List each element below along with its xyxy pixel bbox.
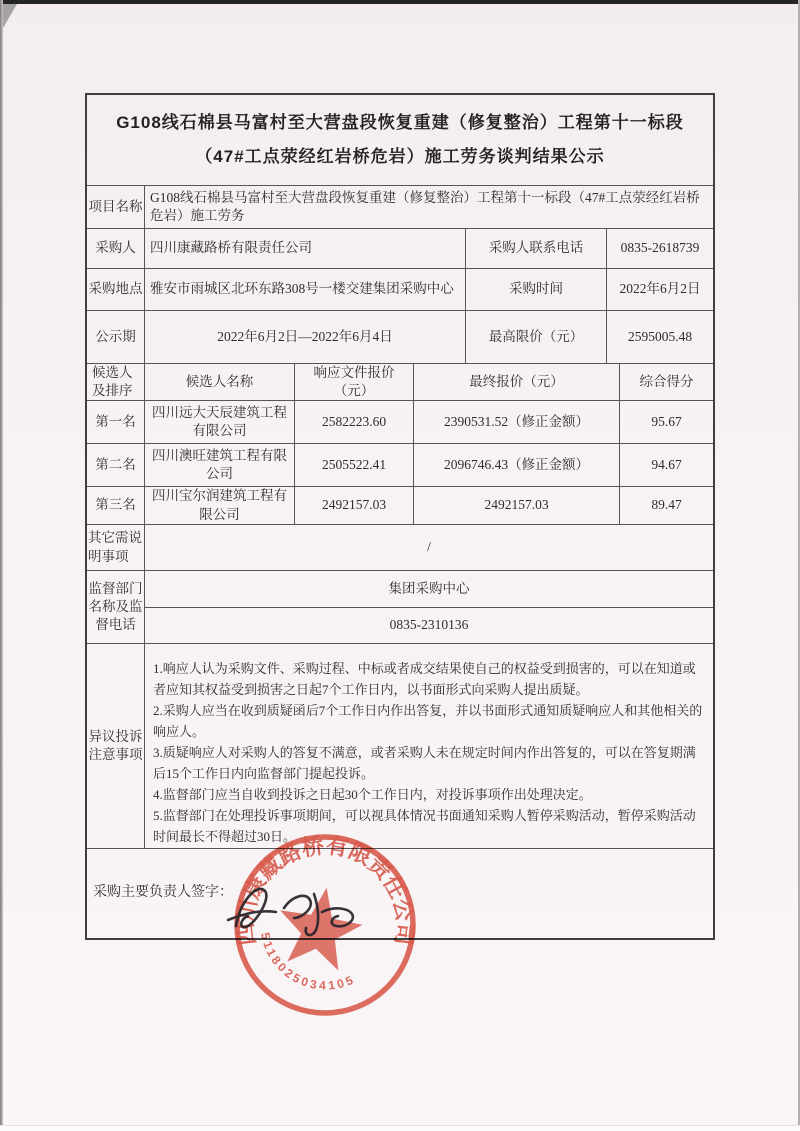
candidate-1-name: 四川远大天辰建筑工程有限公司	[144, 401, 294, 443]
candidate-row-3	[87, 486, 713, 524]
scan-corner-notch	[3, 4, 17, 28]
supervision-label: 监督部门名称及监督电话	[88, 580, 143, 633]
candidate-1-rank: 第一名	[95, 413, 136, 429]
candidates-header-final-price: 最终报价（元）	[413, 364, 619, 400]
signature-label: 采购主要负责人签字：	[93, 885, 233, 901]
purchaser-row	[87, 228, 713, 268]
project-name-row	[87, 185, 713, 228]
project-name-value: G108线石棉县马富村至大营盘段恢复重建（修复整治）工程第十一标段（47#工点荥经红岩桥危岩）施工劳务	[144, 186, 713, 228]
location-row	[87, 268, 713, 310]
other-notes-row	[87, 524, 713, 570]
candidate-3-doc-price: 2492157.03	[294, 487, 413, 524]
max-price-value: 2595005.48	[606, 311, 713, 363]
document-title	[87, 95, 713, 185]
candidates-header-row	[87, 363, 713, 400]
purchaser-phone-label: 采购人联系电话	[465, 229, 606, 268]
candidate-2-rank: 第二名	[95, 456, 136, 472]
candidate-2-doc-price: 2505522.41	[294, 444, 413, 486]
seal-serial-number: 5118025034105	[258, 931, 358, 993]
objection-row	[87, 643, 713, 848]
objection-item-3: 3.质疑响应人对采购人的答复不满意，或者采购人未在规定时间内作出答复的，可以在答复期满后15个工作日内向监督部门提起投诉。	[153, 745, 696, 782]
objection-item-1: 1.响应人认为采购文件、采购过程、中标或者成交结果使自己的权益受到损害的，可以在知道或者应知其权益受到损害之日起7个工作日内，以书面形式向采购人提出质疑。	[153, 661, 696, 698]
candidate-1-doc-price: 2582223.60	[294, 401, 413, 443]
publicity-label: 公示期	[95, 328, 136, 344]
candidate-1-score: 95.67	[619, 401, 713, 443]
purchase-time-label: 采购时间	[465, 269, 606, 310]
candidates-header-doc-price: 响应文件报价（元）	[294, 364, 413, 400]
candidate-1-final-price: 2390531.52（修正金额）	[413, 401, 619, 443]
other-notes-label: 其它需说明事项	[88, 530, 142, 564]
candidate-2-score: 94.67	[619, 444, 713, 486]
supervision-name: 集团采购中心	[388, 580, 470, 596]
candidate-2-final-price: 2096746.43（修正金额）	[413, 444, 619, 486]
title-line-1: G108线石棉县马富村至大营盘段恢复重建（修复整治）工程第十一标段	[116, 113, 684, 132]
candidate-3-rank: 第三名	[95, 497, 136, 513]
candidate-row-1	[87, 400, 713, 443]
purchaser-phone-value: 0835-2618739	[606, 229, 713, 268]
candidates-header-name: 候选人名称	[144, 364, 294, 400]
title-line-2: （47#工点荥经红岩桥危岩）施工劳务谈判结果公示	[195, 147, 605, 166]
publicity-value: 2022年6月2日—2022年6月4日	[144, 311, 465, 363]
objection-label: 异议投诉注意事项	[88, 728, 143, 762]
announcement-table	[85, 93, 715, 940]
objection-item-2: 2.采购人应当在收到质疑函后7个工作日内作出答复，并以书面形式通知质疑响应人和其他相关的响应人。	[153, 703, 703, 740]
candidates-rank-label: 候选人及排序	[92, 364, 133, 398]
title-row	[87, 95, 713, 185]
candidate-row-2	[87, 443, 713, 486]
supervision-phone: 0835-2310136	[145, 607, 713, 644]
seal-company-name: 四川康藏路桥有限责任公司	[232, 832, 418, 947]
max-price-label: 最高限价（元）	[465, 311, 606, 363]
location-label: 采购地点	[88, 281, 143, 297]
candidate-2-name: 四川澳旺建筑工程有限公司	[144, 444, 294, 486]
purchaser-label: 采购人	[95, 240, 136, 256]
location-value: 雅安市雨城区北环东路308号一楼交建集团采购中心	[144, 269, 465, 310]
objection-item-5: 5.监督部门在处理投诉事项期间，可以视具体情况书面通知采购人暂停采购活动，暂停采购活动时间最长不得超过30日。	[153, 808, 696, 845]
scan-edge-top	[0, 0, 800, 4]
scan-edge-bottom	[0, 1125, 800, 1131]
publicity-row	[87, 310, 713, 363]
purchase-time-value: 2022年6月2日	[606, 269, 713, 310]
candidate-3-name: 四川宝尔润建筑工程有限公司	[144, 487, 294, 524]
objection-item-4: 4.监督部门应当自收到投诉之日起30个工作日内，对投诉事项作出处理决定。	[153, 787, 592, 803]
candidate-3-score: 89.47	[619, 487, 713, 524]
project-name-label: 项目名称	[88, 198, 143, 214]
handwritten-signature	[218, 868, 398, 963]
purchaser-value: 四川康藏路桥有限责任公司	[144, 229, 465, 268]
objection-content	[144, 644, 713, 848]
scan-edge-left	[0, 0, 3, 1131]
candidate-3-final-price: 2492157.03	[413, 487, 619, 524]
supervision-row	[87, 570, 713, 643]
candidates-header-score: 综合得分	[619, 364, 713, 400]
other-notes-value: /	[144, 525, 713, 570]
